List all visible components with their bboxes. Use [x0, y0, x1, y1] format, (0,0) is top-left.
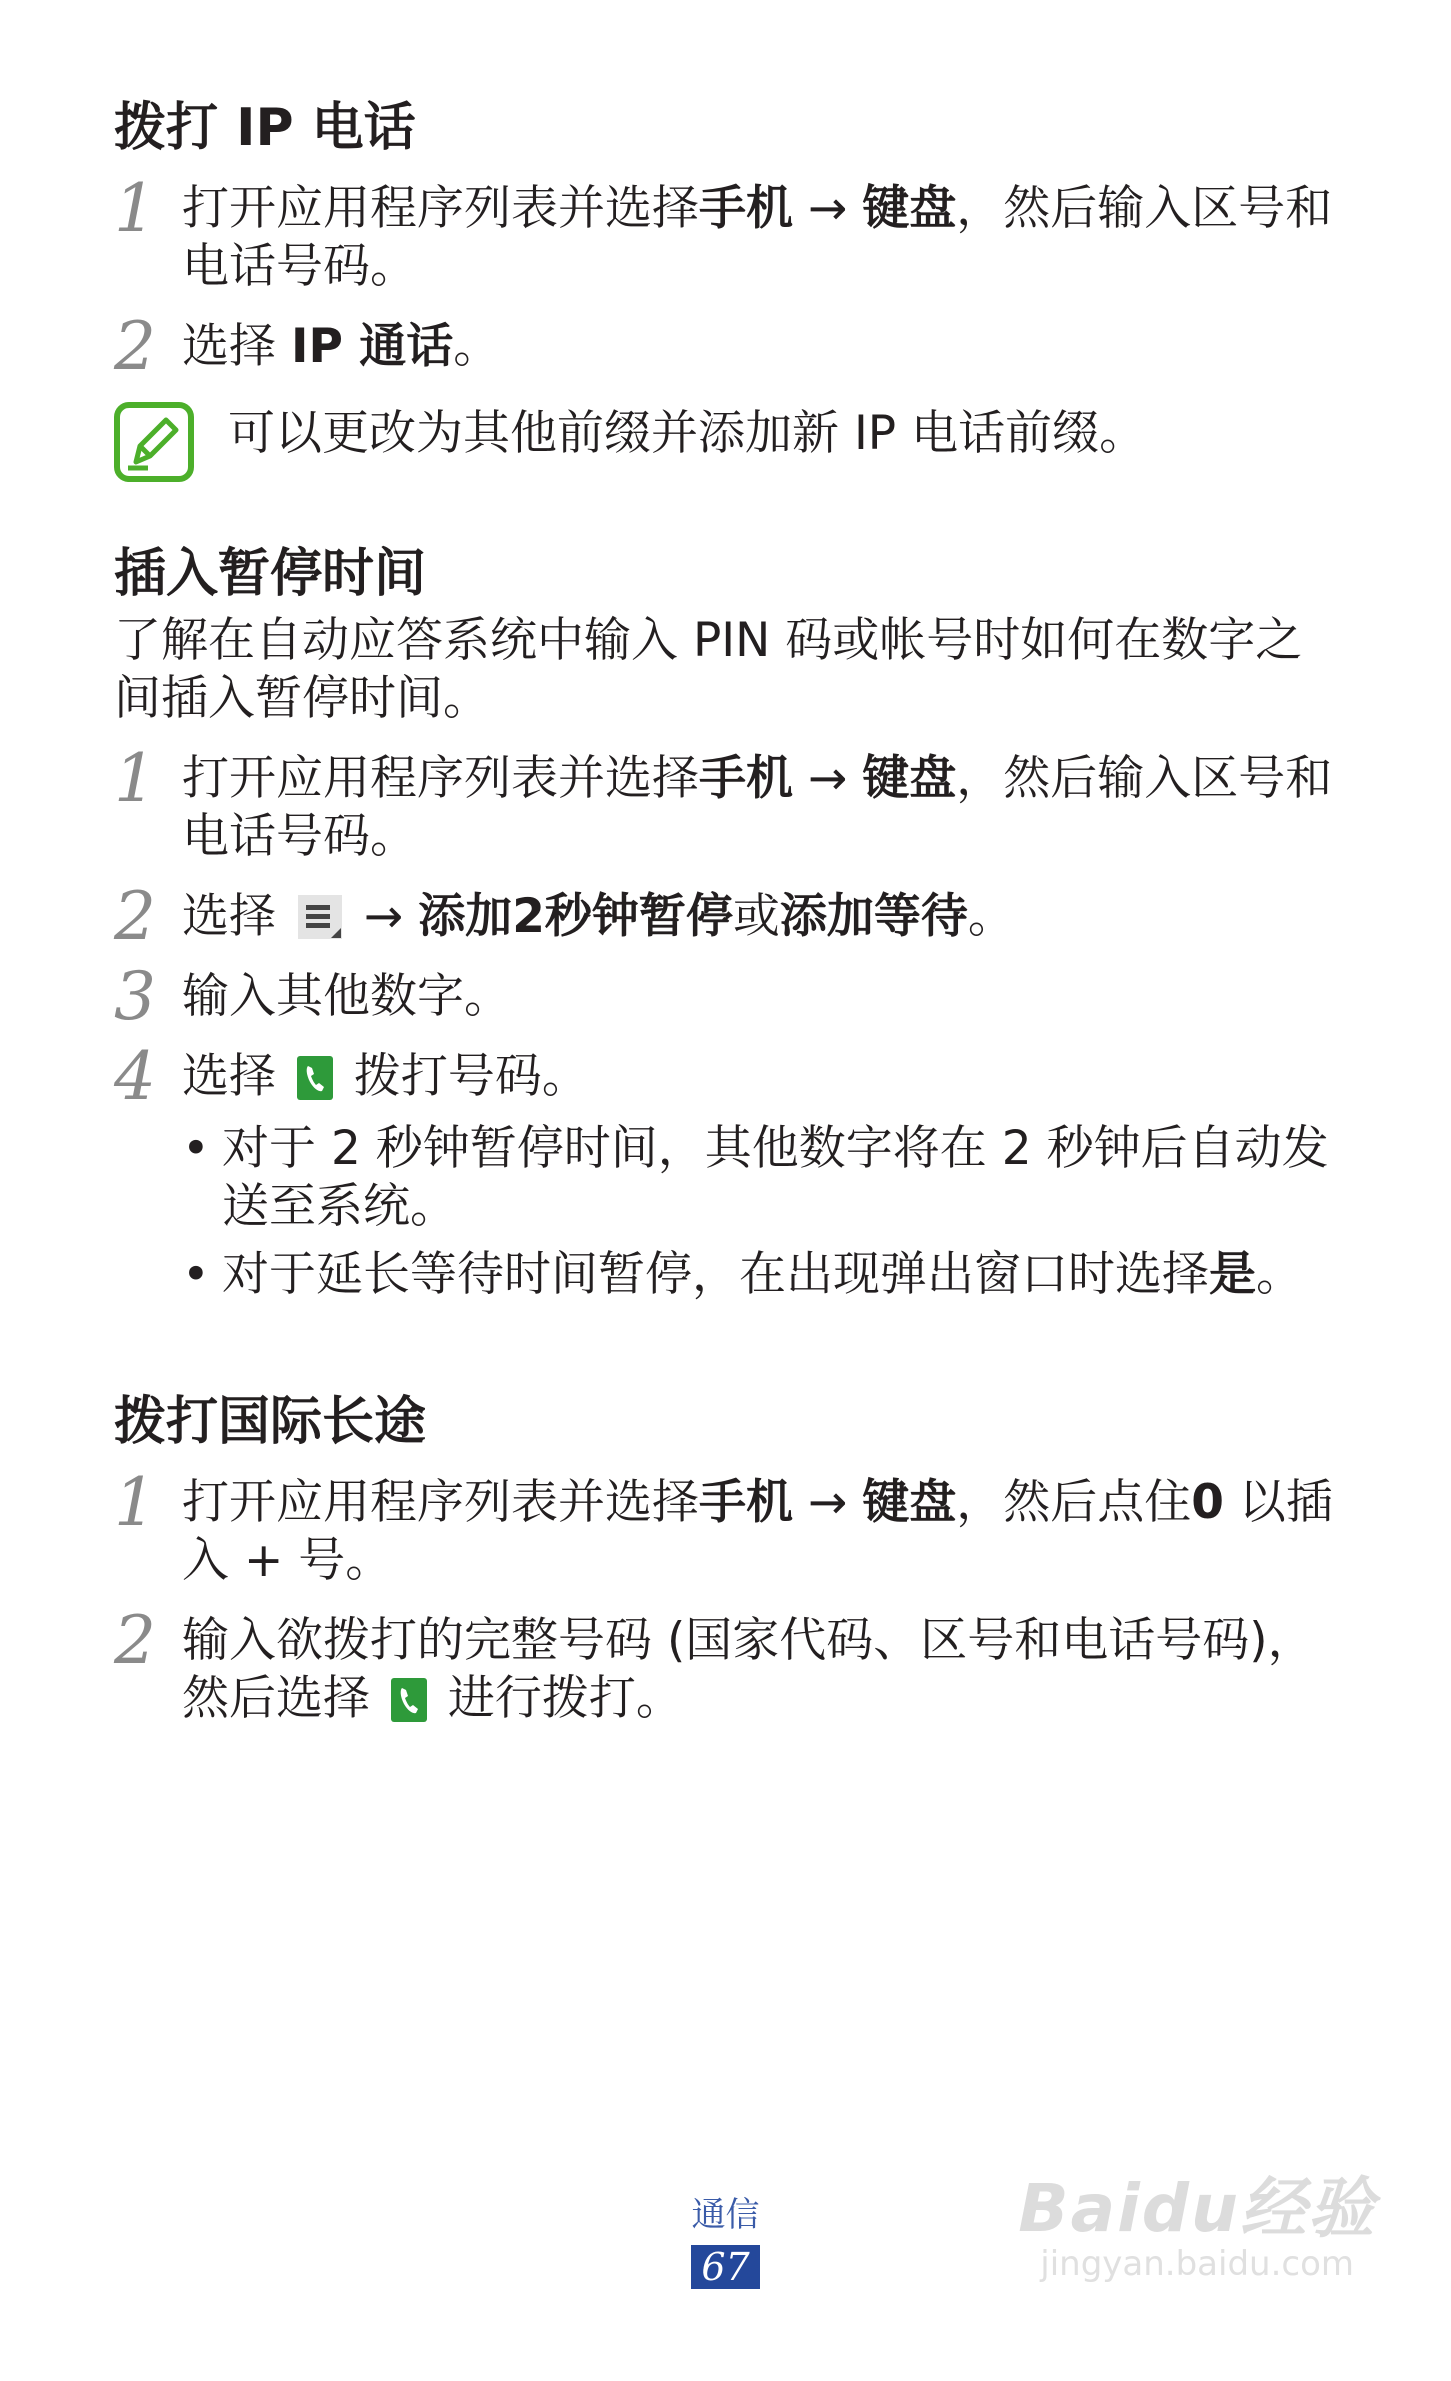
step-text: 打开应用程序列表并选择 — [182, 181, 699, 236]
step-number: 2 — [114, 1602, 156, 1679]
bullet-marker: • — [182, 1247, 210, 1302]
step-text: 进行拨打。 — [447, 1671, 683, 1726]
step-text: 输入其他数字。 — [182, 969, 511, 1024]
section-title: 拨打 IP 电话 — [114, 98, 416, 158]
bullet-text: 对于延长等待时间暂停，在出现弹出窗口时选择 — [222, 1247, 1209, 1302]
step-number: 2 — [114, 878, 156, 955]
step-text: 选择 — [182, 1049, 276, 1104]
note — [114, 402, 1334, 466]
step-text: ，然后输入区号和电话号码。 — [182, 181, 1333, 294]
step-number: 1 — [114, 740, 156, 817]
step-bold: 键盘 — [862, 181, 957, 236]
step-text: 拨打号码。 — [353, 1049, 589, 1104]
page-number: 67 — [691, 2245, 759, 2289]
section-insert-pause — [114, 542, 1334, 1314]
step-arrow: → — [793, 181, 863, 236]
step-bold: 添加2秒钟暂停 — [418, 889, 733, 944]
bullet-item — [182, 1246, 1334, 1304]
step-text: 输入欲拨打的完整号码 (国家代码、区号和电话号码)，然后选择 — [182, 1613, 1315, 1726]
step-text: 选择 — [182, 889, 276, 944]
phone-call-icon — [391, 1678, 427, 1722]
section-title: 拨打国际长途 — [114, 1392, 427, 1452]
step-1 — [114, 740, 1334, 866]
step-number: 4 — [114, 1038, 156, 1115]
note-text: 可以更改为其他前缀并添加新 IP 电话前缀。 — [228, 406, 1147, 461]
bullet-bold: 是 — [1209, 1247, 1256, 1302]
step-bold: 0 — [1191, 1475, 1224, 1530]
bullet-list — [182, 1120, 1334, 1304]
step-number: 2 — [114, 308, 156, 385]
section-ip-call — [114, 96, 1334, 466]
step-text: 。 — [453, 319, 501, 374]
step-bold: 键盘 — [862, 1475, 957, 1530]
step-text: 打开应用程序列表并选择 — [182, 1475, 699, 1530]
watermark-logo: Baidu经验 — [1018, 2170, 1376, 2247]
bullet-item — [182, 1120, 1334, 1236]
step-2 — [114, 878, 1334, 955]
step-number: 1 — [114, 1464, 156, 1541]
step-text: 以插入 + 号。 — [182, 1475, 1333, 1588]
step-text: 。 — [967, 889, 1015, 944]
step-arrow: → — [348, 889, 419, 944]
step-text: 选择 — [182, 319, 291, 374]
step-number: 1 — [114, 170, 156, 247]
phone-call-icon — [297, 1056, 333, 1100]
step-text: 或 — [732, 889, 780, 944]
step-1 — [114, 1464, 1334, 1590]
bullet-text: 。 — [1256, 1247, 1303, 1302]
step-bold: IP 通话 — [290, 319, 454, 374]
step-text: ，然后输入区号和电话号码。 — [182, 751, 1333, 864]
step-2 — [114, 1602, 1334, 1728]
footer-section-name: 通信 — [691, 2195, 760, 2235]
step-text: ，然后点住 — [956, 1475, 1192, 1530]
step-arrow: → — [793, 1475, 863, 1530]
step-bold: 手机 — [699, 1475, 793, 1530]
section-intro: 了解在自动应答系统中输入 PIN 码或帐号时如何在数字之间插入暂停时间。 — [114, 613, 1303, 726]
step-number: 3 — [114, 958, 156, 1035]
baidu-watermark — [1018, 2155, 1376, 2284]
step-3 — [114, 958, 1334, 1035]
bullet-marker: • — [182, 1121, 210, 1176]
section-international-call — [114, 1390, 1334, 1728]
watermark-url: jingyan.baidu.com — [1040, 2244, 1355, 2284]
step-bold: 手机 — [699, 751, 793, 806]
step-4 — [114, 1038, 1334, 1304]
step-bold: 手机 — [699, 181, 793, 236]
note-pencil-icon — [114, 402, 194, 482]
section-title: 插入暂停时间 — [114, 544, 427, 604]
step-1 — [114, 170, 1334, 296]
step-bold: 键盘 — [862, 751, 957, 806]
menu-icon — [297, 894, 343, 940]
step-2 — [114, 308, 1334, 385]
step-bold: 添加等待 — [779, 889, 968, 944]
step-arrow: → — [793, 751, 863, 806]
step-text: 打开应用程序列表并选择 — [182, 751, 699, 806]
bullet-text: 对于 2 秒钟暂停时间，其他数字将在 2 秒钟后自动发送至系统。 — [222, 1121, 1329, 1234]
